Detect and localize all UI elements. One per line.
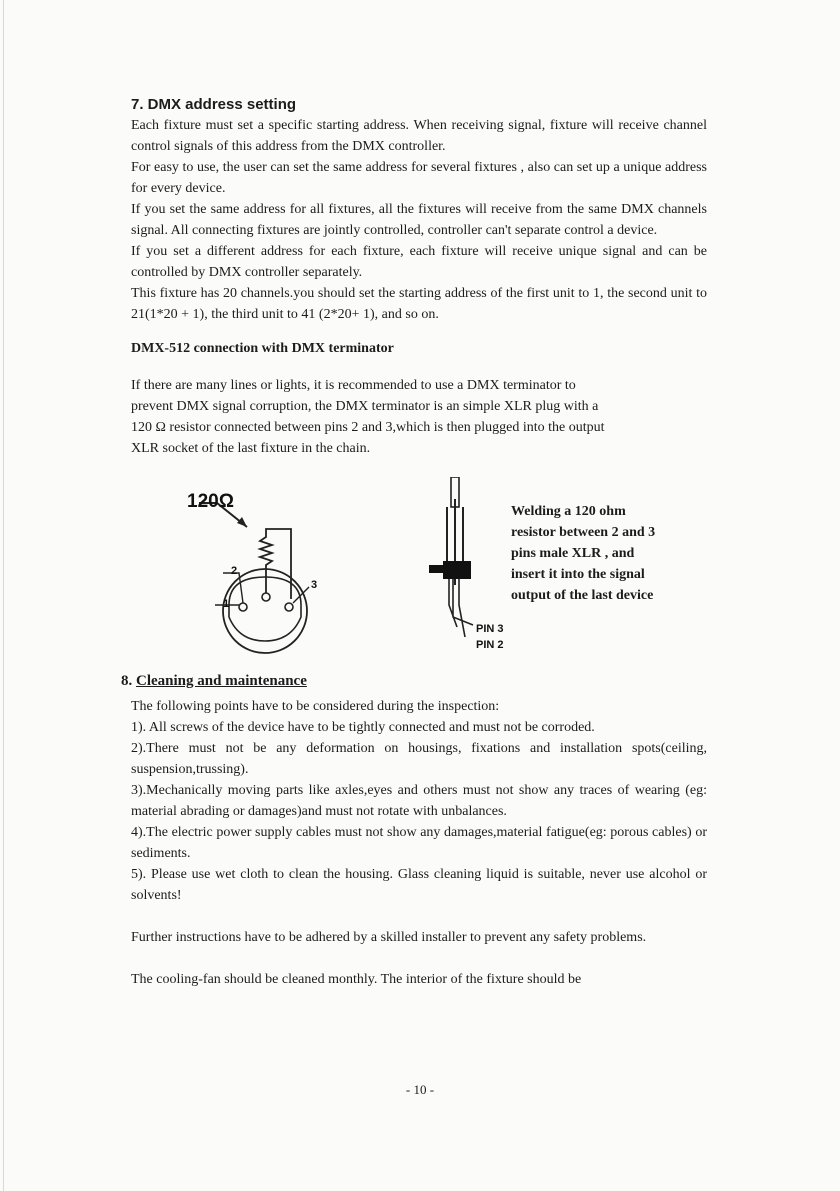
pin-1-number: 1	[223, 598, 230, 610]
resistor-label: 120Ω	[187, 491, 234, 512]
section-7-title: 7. DMX address setting	[131, 96, 297, 113]
terminator-paragraph: If there are many lines or lights, it is recommended to use a DMX terminator to prevent DMX signal corruption, the DMX terminator is an simple XLR plug with a 120 Ω resistor connected between pins 2 and 3,which is then plugged into the output XLR socket of the last fixture in the chain.	[131, 378, 605, 456]
maintenance-item: 1). All screws of the device have to be tightly connected and must not be corroded.	[131, 720, 595, 735]
resistor-symbol	[260, 533, 272, 577]
xlr-plug-collar	[429, 565, 443, 573]
section-7-paragraph: Each fixture must set a specific starting address. When receiving signal, fixture will receive channel control signals of this address from the DMX controller.	[131, 118, 707, 154]
resistor-arrow-head	[237, 517, 247, 527]
section-8-number: 8.	[121, 673, 133, 689]
section-7-paragraph: This fixture has 20 channels.you should set the starting address of the first unit to 1, the second unit to 21(1*20 + 1), the third unit to 41 (2*20+ 1), and so on.	[131, 286, 707, 322]
maintenance-item: 2).There must not be any deformation on housings, fixations and installation spots(ceiling, suspension,trussing).	[131, 741, 707, 777]
page-number: - 10 -	[405, 1082, 435, 1097]
pin-2-number: 2	[231, 565, 238, 577]
section-8-title	[121, 673, 707, 690]
resistor-lead	[266, 529, 291, 599]
section-7-paragraph: If you set the same address for all fixtures, all the fixtures will receive from the same DMX channels signal. All connecting fixtures are jointly controlled, controller can't separate control a device.	[131, 202, 707, 238]
page-content	[121, 96, 707, 990]
xlr-pin-1	[239, 603, 247, 611]
maintenance-item: 4).The electric power supply cables must not show any damages,material fatigue(eg: porous cables) or sediments.	[131, 825, 707, 861]
section-8-title-text: Cleaning and maintenance	[136, 673, 307, 689]
further-instructions: Further instructions have to be adhered by a skilled installer to prevent any safety problems.	[131, 930, 647, 945]
xlr-plug-wires	[449, 579, 473, 637]
section-8-intro: The following points have to be considered during the inspection:	[131, 699, 500, 714]
xlr-pin-3	[285, 603, 293, 611]
xlr-plug-body	[443, 561, 471, 579]
section-7-paragraph: If you set a different address for each fixture, each fixture will receive unique signal and can be controlled by DMX controller separately.	[131, 244, 707, 280]
pin-2-label: PIN 2	[476, 639, 504, 651]
maintenance-item: 3).Mechanically moving parts like axles,eyes and others must not show any traces of wearing (eg: material abrading or damages)and must not rotate with unbalances.	[131, 783, 707, 819]
terminator-title: DMX-512 connection with DMX terminator	[131, 341, 394, 356]
paragraph-gap	[131, 948, 707, 969]
xlr-pin-2	[262, 593, 270, 601]
welding-note: Welding a 120 ohm resistor between 2 and 3 pins male XLR , and insert it into the signal output of the last device	[511, 504, 656, 603]
cooling-fan-note: The cooling-fan should be cleaned monthly. The interior of the fixture should be	[131, 972, 582, 987]
xlr-terminator-figure	[131, 477, 707, 667]
maintenance-item: 5). Please use wet cloth to clean the housing. Glass cleaning liquid is suitable, never use alcohol or solvents!	[131, 867, 707, 903]
paragraph-gap	[131, 906, 707, 927]
pin-3-number: 3	[311, 579, 318, 591]
pin-3-label: PIN 3	[476, 623, 504, 635]
section-7-paragraph: For easy to use, the user can set the same address for several fixtures , also can set up a unique address for every device.	[131, 160, 707, 196]
page-edge	[3, 0, 4, 1191]
